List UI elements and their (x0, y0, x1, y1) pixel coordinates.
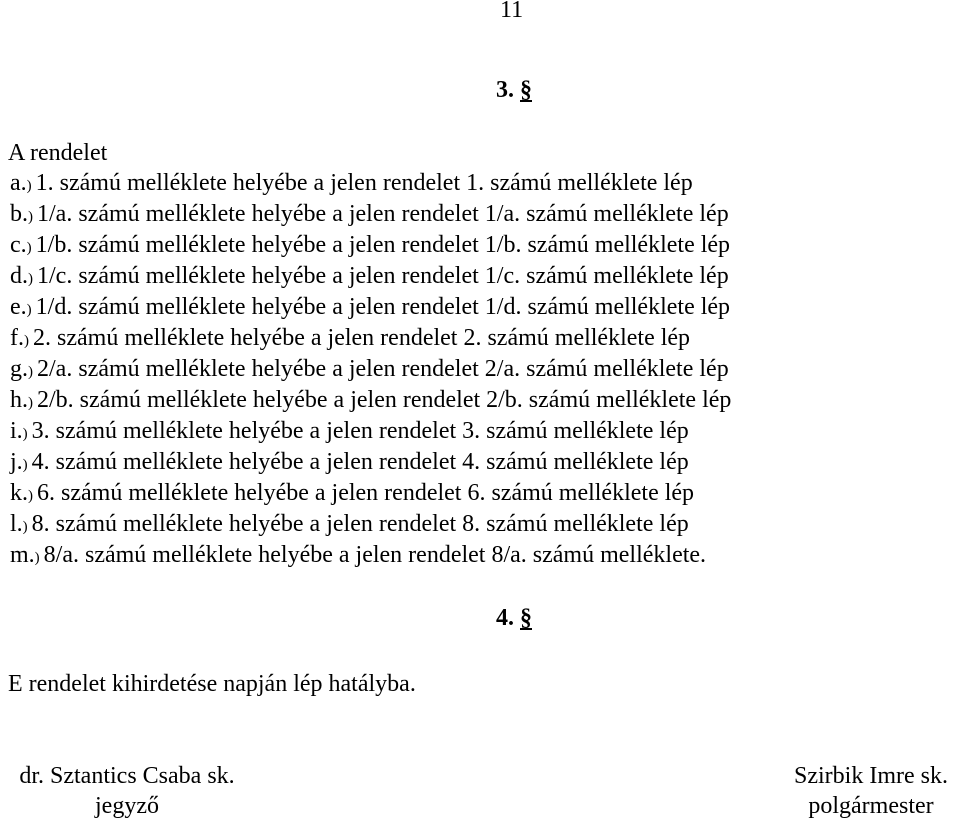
closing-statement: E rendelet kihirdetése napján lép hatályba. (8, 671, 416, 697)
list-item-letter: b. (10, 201, 28, 227)
list-item-paren: ) (28, 488, 33, 504)
list-item-text: 8. számú melléklete helyébe a jelen rendelet 8. számú melléklete lép (31, 511, 689, 537)
list-item (10, 292, 731, 323)
list-item-letter: i. (10, 418, 23, 444)
list-item (10, 230, 731, 261)
section-3-symbol: § (520, 77, 532, 103)
list-item (10, 168, 731, 199)
list-item-letter: d. (10, 263, 28, 289)
list-item-text: 2/a. számú melléklete helyébe a jelen rendelet 2/a. számú melléklete lép (37, 356, 729, 382)
list-item-letter: m. (10, 542, 35, 568)
list-item-paren: ) (22, 426, 28, 442)
list-item (10, 354, 731, 385)
list-item-text: 6. számú melléklete helyébe a jelen rendelet 6. számú melléklete lép (37, 480, 695, 506)
list-item-paren: ) (26, 302, 32, 318)
list-item-text: 1/c. számú melléklete helyébe a jelen rendelet 1/c. számú melléklete lép (37, 263, 729, 289)
list-item (10, 478, 731, 509)
list-item-paren: ) (22, 519, 28, 535)
list-item (10, 199, 731, 230)
signature-left (0, 761, 254, 821)
section-3-number: 3. (496, 77, 514, 103)
list-item-letter: j. (10, 449, 23, 475)
list-item-letter: h. (10, 387, 28, 413)
signature-left-name: dr. Sztantics Csaba sk. (19, 763, 235, 789)
list-item-paren: ) (22, 457, 28, 473)
list-item-text: 3. számú melléklete helyébe a jelen rendelet 3. számú melléklete lép (31, 418, 689, 444)
list-item-letter: c. (10, 232, 27, 258)
list-item (10, 261, 731, 292)
section-3-heading (496, 76, 532, 104)
list-item-paren: ) (26, 240, 32, 256)
signature-right (775, 761, 960, 821)
section-4-heading (496, 604, 532, 632)
list-item-text: 4. számú melléklete helyébe a jelen rendelet 4. számú melléklete lép (31, 449, 689, 475)
list-item-letter: f. (10, 325, 24, 351)
list-item (10, 447, 731, 478)
list-item-paren: ) (28, 395, 33, 411)
list-item-text: 1/a. számú melléklete helyébe a jelen rendelet 1/a. számú melléklete lép (37, 201, 729, 227)
signature-right-title: polgármester (808, 793, 934, 819)
list-item-text: 8/a. számú melléklete helyébe a jelen rendelet 8/a. számú melléklete. (43, 542, 707, 568)
list-item-letter: a. (10, 170, 27, 196)
intro-text: A rendelet (8, 140, 108, 166)
list-item-text: 1. számú melléklete helyébe a jelen rendelet 1. számú melléklete lép (35, 170, 693, 196)
list-item-letter: k. (10, 480, 28, 506)
list-item-paren: ) (28, 364, 33, 380)
list-item-letter: l. (10, 511, 23, 537)
list-item (10, 385, 731, 416)
page-number: 11 (500, 0, 524, 23)
section-4-symbol: § (520, 605, 532, 631)
list-item-letter: e. (10, 294, 27, 320)
signature-left-title: jegyző (95, 793, 159, 819)
list-item (10, 509, 731, 540)
list-item-text: 1/b. számú melléklete helyébe a jelen rendelet 1/b. számú melléklete lép (35, 232, 731, 258)
list-item-paren: ) (28, 209, 33, 225)
annex-replacement-list (10, 168, 731, 571)
list-item-text: 1/d. számú melléklete helyébe a jelen rendelet 1/d. számú melléklete lép (35, 294, 731, 320)
signature-right-name: Szirbik Imre sk. (794, 763, 948, 789)
list-item-text: 2/b. számú melléklete helyébe a jelen rendelet 2/b. számú melléklete lép (37, 387, 732, 413)
list-item-paren: ) (26, 178, 32, 194)
list-item (10, 323, 731, 354)
list-item (10, 416, 731, 447)
list-item-paren: ) (28, 271, 33, 287)
list-item-letter: g. (10, 356, 28, 382)
list-item-paren: ) (24, 333, 29, 349)
list-item (10, 540, 731, 571)
section-4-number: 4. (496, 605, 514, 631)
list-item-paren: ) (34, 550, 40, 566)
list-item-text: 2. számú melléklete helyébe a jelen rendelet 2. számú melléklete lép (33, 325, 691, 351)
